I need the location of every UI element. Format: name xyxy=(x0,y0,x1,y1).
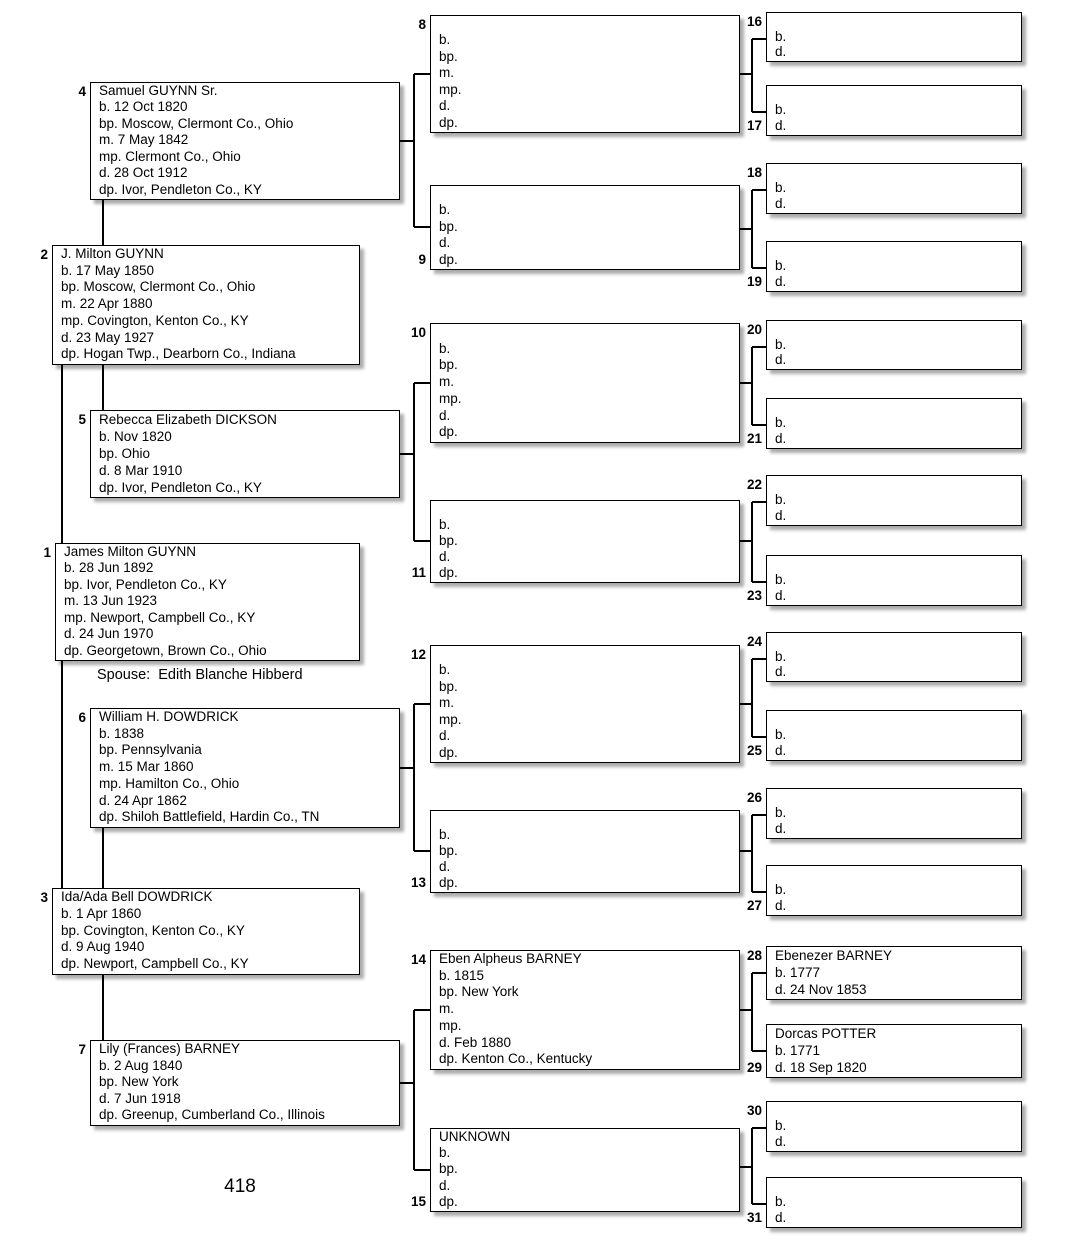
person-field: b. xyxy=(775,1118,787,1133)
person-number-22: 22 xyxy=(746,477,762,492)
person-field: b. xyxy=(775,572,787,587)
person-name xyxy=(767,1102,1021,1118)
person-field: d. 23 May 1927 xyxy=(61,329,155,345)
person-field: d. xyxy=(775,431,787,446)
person-name xyxy=(431,186,739,202)
person-field: d. xyxy=(439,859,451,874)
person-field: bp. Moscow, Clermont Co., Ohio xyxy=(99,115,294,131)
person-field: b. xyxy=(439,32,451,48)
person-field: d. xyxy=(775,508,787,523)
person-field: bp. xyxy=(439,533,458,548)
connector-line xyxy=(751,190,753,268)
connector-line xyxy=(413,704,415,851)
connector-line xyxy=(740,1009,752,1011)
person-name: Ida/Ada Bell DOWDRICK xyxy=(61,889,213,904)
person-box-10 xyxy=(430,323,740,443)
person-field: d. xyxy=(439,728,451,744)
person-field: d. xyxy=(775,588,787,603)
connector-line xyxy=(751,39,753,112)
person-box-14 xyxy=(430,950,740,1070)
person-field: b. 28 Jun 1892 xyxy=(64,560,154,576)
connector-line xyxy=(752,346,766,348)
person-name xyxy=(767,1178,1021,1194)
person-field: m. 7 May 1842 xyxy=(99,132,189,148)
person-name xyxy=(767,13,1021,29)
person-box-9 xyxy=(430,185,740,270)
person-field: b. xyxy=(775,882,787,897)
person-field: b. xyxy=(775,805,787,820)
person-name xyxy=(431,811,739,827)
person-number-2: 2 xyxy=(40,247,48,262)
connector-line xyxy=(413,74,415,227)
connector-line xyxy=(752,891,766,893)
person-field: m. 15 Mar 1860 xyxy=(99,759,194,775)
person-field: b. 1771 xyxy=(775,1043,821,1058)
person-field: m. xyxy=(439,695,454,711)
person-field: bp. xyxy=(439,357,458,373)
connector-line xyxy=(751,815,753,892)
person-field: b. xyxy=(439,662,451,678)
person-field: d. 9 Aug 1940 xyxy=(61,939,145,955)
person-box-17 xyxy=(766,85,1022,136)
person-field: d. xyxy=(775,196,787,211)
person-field: mp. xyxy=(439,390,462,406)
person-field: d. xyxy=(775,821,787,836)
person-field: dp. xyxy=(439,251,458,267)
person-box-2 xyxy=(52,245,360,365)
person-field: d. 18 Sep 1820 xyxy=(775,1060,867,1075)
person-number-25: 25 xyxy=(746,743,762,758)
person-field: d. xyxy=(775,743,787,758)
person-box-23 xyxy=(766,555,1022,606)
person-box-31 xyxy=(766,1177,1022,1228)
person-field: mp. Clermont Co., Ohio xyxy=(99,148,241,164)
person-box-11 xyxy=(430,500,740,583)
person-number-27: 27 xyxy=(746,898,762,913)
person-box-29 xyxy=(766,1024,1022,1078)
person-number-18: 18 xyxy=(746,165,762,180)
person-number-19: 19 xyxy=(746,274,762,289)
person-number-16: 16 xyxy=(746,14,762,29)
person-number-20: 20 xyxy=(746,322,762,337)
connector-line xyxy=(752,189,766,191)
connector-line xyxy=(752,267,766,269)
person-name: Ebenezer BARNEY xyxy=(775,948,893,963)
person-box-30 xyxy=(766,1101,1022,1152)
person-name: Lily (Frances) BARNEY xyxy=(99,1041,241,1056)
person-name xyxy=(767,321,1021,337)
person-field: dp. Kenton Co., Kentucky xyxy=(439,1051,593,1067)
person-box-20 xyxy=(766,320,1022,370)
person-field: d. 24 Jun 1970 xyxy=(64,626,154,642)
person-name xyxy=(767,242,1021,258)
connector-line xyxy=(751,659,753,737)
person-number-6: 6 xyxy=(78,710,86,725)
connector-line xyxy=(413,1010,415,1170)
connector-line xyxy=(752,814,766,816)
person-field: bp. Moscow, Clermont Co., Ohio xyxy=(61,279,256,295)
person-field: bp. xyxy=(439,843,458,858)
connector-line xyxy=(413,383,415,541)
person-field: b. xyxy=(439,1145,451,1161)
person-field: d. xyxy=(775,664,787,680)
person-field: d. xyxy=(775,898,787,913)
person-name xyxy=(767,399,1021,415)
person-field: dp. Georgetown, Brown Co., Ohio xyxy=(64,642,267,658)
person-field: b. xyxy=(775,258,787,273)
connector-line xyxy=(740,540,752,542)
person-field: dp. Newport, Campbell Co., KY xyxy=(61,956,249,972)
person-field: d. xyxy=(439,235,451,251)
person-name: UNKNOWN xyxy=(439,1129,511,1144)
person-field: bp. Pennsylvania xyxy=(99,742,202,758)
person-field: dp. xyxy=(439,744,458,760)
person-field: m. 13 Jun 1923 xyxy=(64,593,158,609)
person-name: William H. DOWDRICK xyxy=(99,709,239,724)
connector-line xyxy=(414,1009,430,1011)
person-field: d. xyxy=(439,549,451,564)
person-number-1: 1 xyxy=(43,545,51,560)
person-name xyxy=(767,711,1021,727)
person-field: b. 2 Aug 1840 xyxy=(99,1057,183,1073)
person-field: b. 12 Oct 1820 xyxy=(99,99,188,115)
page-number: 418 xyxy=(224,1176,256,1197)
connector-line xyxy=(400,767,414,769)
person-field: bp. Covington, Kenton Co., KY xyxy=(61,922,245,938)
person-box-24 xyxy=(766,632,1022,682)
person-field: d. xyxy=(775,352,787,368)
person-name xyxy=(431,501,739,517)
person-name xyxy=(767,556,1021,572)
connector-line xyxy=(400,453,414,455)
connector-line xyxy=(752,972,766,974)
spouse-line: Spouse: Edith Blanche Hibberd xyxy=(97,667,303,683)
person-box-25 xyxy=(766,710,1022,761)
connector-line xyxy=(751,973,753,1051)
person-field: dp. xyxy=(439,424,458,440)
person-field: bp. xyxy=(439,48,458,64)
connector-line xyxy=(414,382,430,384)
person-box-7 xyxy=(90,1040,400,1126)
person-field: m. xyxy=(439,1001,454,1017)
person-number-11: 11 xyxy=(411,565,426,580)
person-field: b. 1 Apr 1860 xyxy=(61,905,142,921)
person-number-9: 9 xyxy=(418,252,426,267)
person-number-26: 26 xyxy=(746,790,762,805)
person-field: d. 24 Nov 1853 xyxy=(775,982,867,997)
person-number-31: 31 xyxy=(746,1210,762,1225)
person-field: bp. xyxy=(439,218,458,234)
connector-line xyxy=(751,347,753,425)
connector-line xyxy=(752,38,766,40)
person-name xyxy=(767,164,1021,180)
person-field: b. xyxy=(775,28,787,44)
person-field: bp. New York xyxy=(99,1074,179,1090)
person-name: James Milton GUYNN xyxy=(64,544,197,559)
person-field: d. xyxy=(775,274,787,289)
connector-line xyxy=(740,703,752,705)
person-field: dp. Greenup, Cumberland Co., Illinois xyxy=(99,1107,325,1123)
person-field: d. xyxy=(775,118,787,133)
connector-line xyxy=(740,382,752,384)
person-name: Dorcas POTTER xyxy=(775,1026,877,1041)
connector-line xyxy=(414,703,430,705)
person-field: d. xyxy=(775,1134,787,1149)
person-field: bp. xyxy=(439,678,458,694)
person-box-13 xyxy=(430,810,740,893)
person-box-21 xyxy=(766,398,1022,449)
person-number-23: 23 xyxy=(746,588,762,603)
person-field: b. xyxy=(439,517,451,532)
person-field: mp. Covington, Kenton Co., KY xyxy=(61,312,249,328)
person-field: dp. Ivor, Pendleton Co., KY xyxy=(99,181,262,197)
person-field: b. 17 May 1850 xyxy=(61,262,155,278)
person-box-22 xyxy=(766,475,1022,526)
person-field: m. 22 Apr 1880 xyxy=(61,296,153,312)
connector-line xyxy=(752,736,766,738)
person-field: b. 1815 xyxy=(439,967,485,983)
person-number-3: 3 xyxy=(40,890,48,905)
person-field: mp. Hamilton Co., Ohio xyxy=(99,775,240,791)
person-field: m. xyxy=(439,374,454,390)
person-number-10: 10 xyxy=(410,325,426,340)
person-name: J. Milton GUYNN xyxy=(61,246,164,261)
person-name xyxy=(767,866,1021,882)
person-box-1 xyxy=(55,543,360,661)
connector-line xyxy=(752,581,766,583)
person-field: d. 8 Mar 1910 xyxy=(99,463,183,478)
person-box-12 xyxy=(430,645,740,763)
person-field: bp. xyxy=(439,1161,458,1177)
person-number-5: 5 xyxy=(78,412,86,427)
connector-line xyxy=(414,226,430,228)
person-field: dp. xyxy=(439,565,458,580)
connector-line xyxy=(752,424,766,426)
person-field: dp. Shiloh Battlefield, Hardin Co., TN xyxy=(99,809,320,825)
person-name xyxy=(431,16,739,32)
person-box-4 xyxy=(90,82,400,200)
person-field: b. xyxy=(775,336,787,352)
connector-line xyxy=(752,1203,766,1205)
person-field: b. xyxy=(775,727,787,742)
connector-line xyxy=(740,1166,752,1168)
connector-line xyxy=(414,1169,430,1171)
person-name xyxy=(767,476,1021,492)
person-number-8: 8 xyxy=(418,17,426,32)
person-field: b. xyxy=(439,827,451,842)
person-name xyxy=(767,633,1021,649)
person-box-15 xyxy=(430,1128,740,1212)
person-box-6 xyxy=(90,708,400,828)
person-field: mp. xyxy=(439,81,462,97)
person-field: b. xyxy=(439,202,451,218)
person-field: b. xyxy=(775,102,787,117)
connector-line xyxy=(414,73,430,75)
person-field: b. xyxy=(439,340,451,356)
connector-line xyxy=(400,1082,414,1084)
person-field: b. xyxy=(775,648,787,664)
person-box-28 xyxy=(766,946,1022,1000)
person-field: b. xyxy=(775,415,787,430)
connector-line xyxy=(740,73,752,75)
person-number-4: 4 xyxy=(78,84,86,99)
connector-line xyxy=(751,502,753,582)
connector-line xyxy=(752,658,766,660)
person-box-27 xyxy=(766,865,1022,916)
person-box-8 xyxy=(430,15,740,133)
person-number-17: 17 xyxy=(746,118,762,133)
person-name xyxy=(431,646,739,662)
connector-line xyxy=(752,111,766,113)
person-field: dp. Hogan Twp., Dearborn Co., Indiana xyxy=(61,346,296,362)
person-number-13: 13 xyxy=(410,875,426,890)
person-field: d. xyxy=(439,98,451,114)
person-field: b. 1777 xyxy=(775,965,821,980)
person-field: dp. Ivor, Pendleton Co., KY xyxy=(99,480,262,495)
person-field: mp. xyxy=(439,1017,462,1033)
person-box-19 xyxy=(766,241,1022,292)
person-number-24: 24 xyxy=(746,634,762,649)
connector-line xyxy=(740,850,752,852)
person-field: m. xyxy=(439,65,454,81)
connector-line xyxy=(751,1128,753,1204)
person-box-3 xyxy=(52,888,360,975)
connector-line xyxy=(400,140,414,142)
person-name: Eben Alpheus BARNEY xyxy=(439,951,582,966)
person-number-29: 29 xyxy=(746,1060,762,1075)
person-field: bp. New York xyxy=(439,984,519,1000)
person-field: d. xyxy=(775,44,787,60)
person-field: dp. xyxy=(439,114,458,130)
connector-line xyxy=(752,501,766,503)
connector-line xyxy=(752,1127,766,1129)
person-field: d. xyxy=(439,1177,451,1193)
person-number-15: 15 xyxy=(410,1194,426,1209)
person-field: b. xyxy=(775,492,787,507)
person-number-28: 28 xyxy=(746,948,762,963)
person-field: d. 28 Oct 1912 xyxy=(99,165,188,181)
person-field: b. Nov 1820 xyxy=(99,429,172,444)
person-field: dp. xyxy=(439,875,458,890)
person-name: Samuel GUYNN Sr. xyxy=(99,83,218,98)
person-field: bp. Ivor, Pendleton Co., KY xyxy=(64,576,227,592)
person-field: d. xyxy=(775,1210,787,1225)
person-field: d. 24 Apr 1862 xyxy=(99,792,187,808)
person-field: b. xyxy=(775,1194,787,1209)
connector-line xyxy=(414,540,430,542)
connector-line xyxy=(740,228,752,230)
person-field: dp. xyxy=(439,1193,458,1209)
person-field: bp. Ohio xyxy=(99,446,151,461)
person-number-12: 12 xyxy=(410,647,426,662)
person-name: Rebecca Elizabeth DICKSON xyxy=(99,412,277,427)
person-box-18 xyxy=(766,163,1022,214)
person-number-14: 14 xyxy=(410,952,426,967)
person-field: b. 1838 xyxy=(99,725,145,741)
person-box-5 xyxy=(90,410,400,498)
person-number-30: 30 xyxy=(746,1103,762,1118)
person-field: d. xyxy=(439,407,451,423)
person-field: b. xyxy=(775,180,787,195)
person-field: d. Feb 1880 xyxy=(439,1034,512,1050)
person-field: d. 7 Jun 1918 xyxy=(99,1090,181,1106)
person-box-16 xyxy=(766,12,1022,62)
person-name xyxy=(431,324,739,341)
person-name xyxy=(767,789,1021,805)
person-number-21: 21 xyxy=(746,431,762,446)
person-field: mp. Newport, Campbell Co., KY xyxy=(64,609,256,625)
connector-line xyxy=(752,1050,766,1052)
connector-line xyxy=(414,850,430,852)
person-name xyxy=(767,86,1021,102)
person-box-26 xyxy=(766,788,1022,839)
person-number-7: 7 xyxy=(78,1042,86,1057)
person-field: mp. xyxy=(439,711,462,727)
